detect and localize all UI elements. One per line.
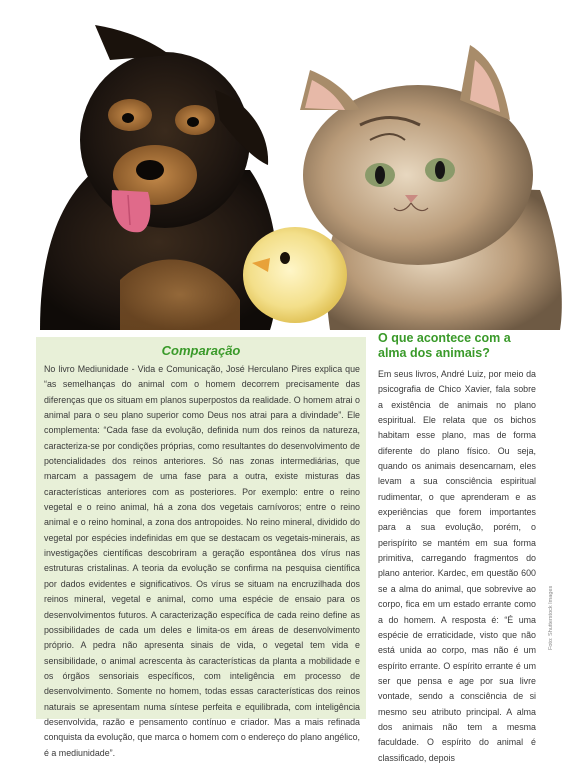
right-column: [378, 331, 536, 766]
photo-credit: Foto: Shutterstock Images: [548, 585, 554, 650]
comparacao-title: Comparação: [161, 343, 241, 358]
right-column-text: Em seus livros, André Luiz, por meio da psicografia de Chico Xavier, fala sobre a existência de animais no plano espiritual. Ele relata que os bichos habitam esse plano, mas de forma diferente do plano físico. Ou seja, quando os animais desencarnam, eles levam a sua consciência espiritual rudimentar, o que aprenderam e as experiências que forem importantes para a sua evolução, porém, o perispírito se mantém em sua forma primitiva, carregando fragmentos do plano anterior. Kardec, em questão 600 se a alma do animal, que sobrevive ao corpo, fica em um estado errante como a do homem. A resposta é: “É uma espécie de erraticidade, visto que não está unida ao corpo, mas não é um espírito errante. O espírito errante é um ser que pensa e age por sua livre vontade, sendo a consciência de si mesmo seu atributo principal. A alma dos animais não tem a mesma faculdade. O espírito do animal é classificado, depois: [378, 369, 536, 763]
animals-photo: [0, 0, 576, 330]
right-column-title: O que acontece com a alma dos animais?: [378, 331, 511, 360]
comparacao-box: [36, 337, 366, 758]
puppy-kitten-chick-illustration: [0, 0, 576, 330]
comparacao-text: No livro Mediunidade - Vida e Comunicação, José Herculano Pires explica que “as semelhanças do animal com o homem decorrem precisamente das diferenças que os situam em planos superpostos da realidade. O homem atrai o animal para o seu plano superior como Deus nos atrai para a divindade”. Ele complementa: “Cada fase da evolução, definida num dos reinos da natureza, caracteriza-se por condições próprias, como resultantes do desenvolvimento de potencialidades dos reinos anteriores. Só nas zonas intermediárias, que marcam a passagem de uma fase para a outra, existe misturas das características anteriores com as posteriores. Por exemplo: entre o reino vegetal e o reino animal, há a zona dos vegetais carnívoros; entre o reino animal e o reino hominal, a zona dos antropoides. No reino mineral, dividido do vegetal por espécies indefinidas em que se destacam os vegetais-minerais, as investigações científicas descobriram a geração espontânea dos vírus nas estruturas cristalinas. A teoria da evolução se confirma na pesquisa científica por dados evidentes e significativos. Os vírus se situam na encruzilhada dos reinos mineral, vegetal e animal, como uma espécie de ensaio para os desenvolvimentos futuros. A caracterização específica de cada reino define as possibilidades de cada um deles e limita-os em áreas de desenvolvimento próprio. A pedra não apresenta sinais de vida, o vegetal tem vida e sensibilidade, o animal acrescenta às características da planta a mobilidade e os órgãos sensoriais específicos, com inteligência em processo de desenvolvimento. Somente no homem, todas essas características dos reinos naturais se apresentam numa síntese perfeita e equilibrada, com inteligência desenvolvida, razão e pensamento contínuo e criador. Mas a mais refinada conquista da evolução, que marca o homem com o endereço do plano angélico, é a mediunidade”.: [44, 364, 360, 758]
